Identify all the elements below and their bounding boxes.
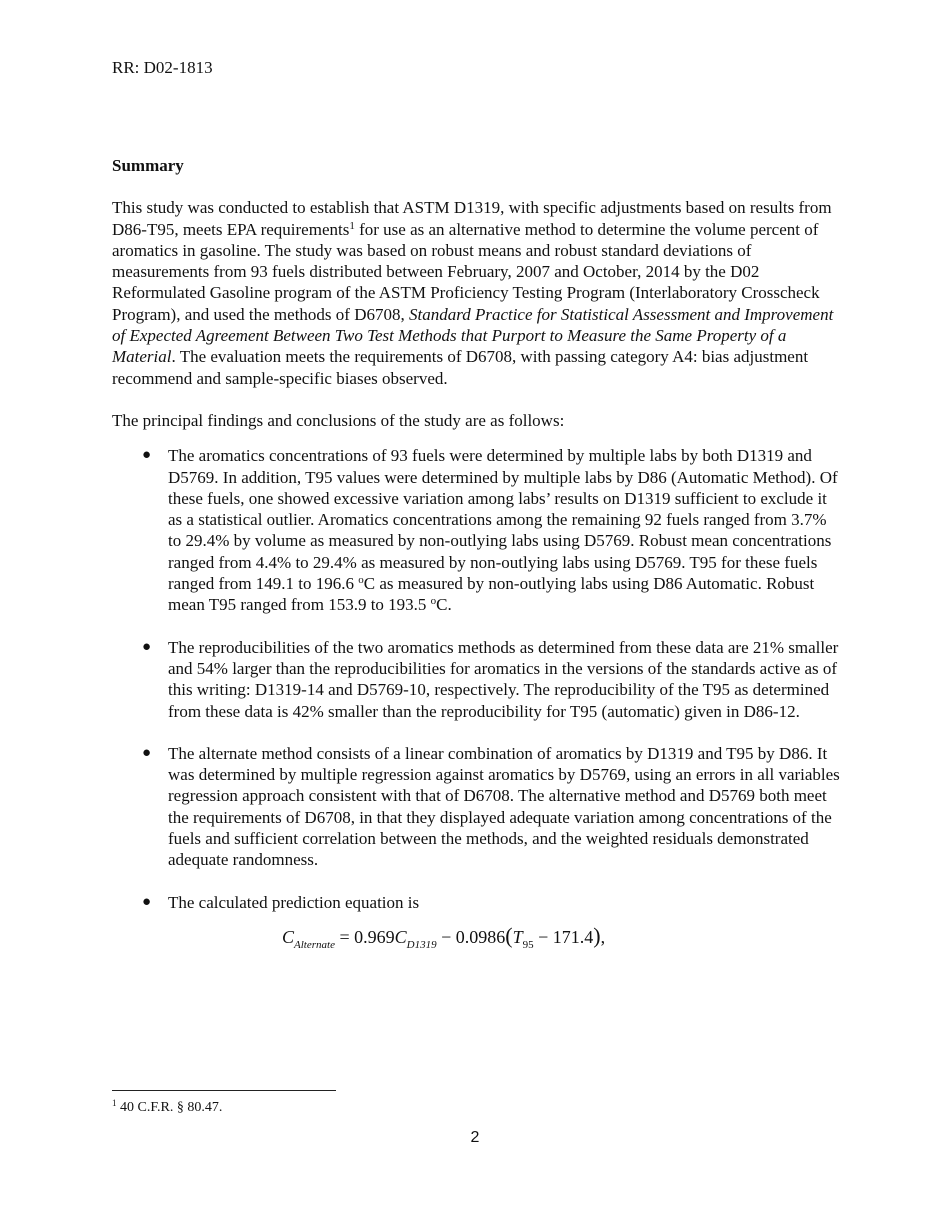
finding-text: The alternate method consists of a linear combination of aromatics by D1319 and T95 by D86. It was determined by multiple regression against aromatics by D5769, using an errors in all variables regression approach consistent with that of D6708. The alternative method and D5769 both meet the requirements of D6708, in that they displayed adequate variation among concentrations of the fuels and sufficient correlation between the methods, and the weighted residuals demonstrated adequate randomness. (168, 743, 840, 870)
bullet-icon: ● (142, 638, 152, 655)
eq-minus-coef: − 0.0986 (436, 926, 506, 947)
eq-c-var: C (394, 926, 407, 947)
footnote-separator (112, 1090, 336, 1091)
standard-title: Standard Practice for Statistical Assessment and Improvement of Expected Agreement Between Two Test Methods that Purport to Measure the Same Property of a Material (112, 304, 834, 367)
report-id-header: RR: D02-1813 (112, 58, 213, 77)
intro-text-3: . The evaluation meets the requirements of D6708, with passing category A4: bias adjustment recommend and sample-specific biases observed. (112, 347, 809, 388)
intro-paragraph (112, 197, 842, 389)
bullet-icon: ● (142, 893, 152, 910)
prediction-equation (282, 922, 842, 951)
findings-list (112, 445, 842, 951)
finding-item (112, 445, 842, 615)
bullet-icon: ● (142, 744, 152, 761)
eq-close-paren: ) (593, 922, 601, 948)
finding-item (112, 743, 842, 871)
finding-item (112, 637, 842, 722)
eq-d1319-sub: D1319 (406, 938, 437, 951)
eq-c-var: C (282, 926, 295, 947)
finding-item (112, 892, 842, 949)
eq-t-var: T (512, 926, 523, 947)
eq-open-paren: ( (505, 922, 513, 948)
findings-intro: The principal findings and conclusions of the study are as follows: (112, 410, 565, 430)
degree-symbol: o (430, 595, 437, 608)
eq-equals-coef: = 0.969 (334, 926, 395, 947)
finding-text-b: C as measured by non-outlying labs using D86 Automatic. Robust mean T95 ranged from 153.9 to 193.5 (168, 574, 815, 615)
intro-text-2: for use as an alternative method to determine the volume percent of aromatics in gasoline. The study was based on robust means and robust standard deviations of measurements from 93 fuels distributed between February, 2007 and October, 2014 by the D02 Reformulated Gasoline program of the ASTM Proficiency Testing Program (Interlaboratory Crosscheck Program), and used the methods of D6708, (112, 219, 820, 324)
summary-heading: Summary (112, 156, 184, 175)
eq-95-sub: 95 (522, 938, 534, 951)
eq-trail: , (600, 926, 606, 947)
finding-text: The reproducibilities of the two aromatics methods as determined from these data are 21% smaller and 54% larger than the reproducibilities for aromatics in the versions of the standards active as of this writing: D1319-14 and D5769-10, respectively. The reproducibility of the T95 as determined from these data is 42% smaller than the reproducibility for T95 (automatic) given in D86-12. (168, 637, 839, 721)
footnote-reference[interactable]: 1 (349, 219, 355, 232)
finding-text-a: The aromatics concentrations of 93 fuels were determined by multiple labs by both D1319 and D5769. In addition, T95 values were determined by multiple labs by D86 (Automatic Method). Of these fuels, one showed excessive variation among labs’ results on D1319 sufficient to exclude it as a statistical outlier. Aromatics concentrations among the remaining 92 fuels ranged from 3.7% to 29.4% by volume as measured by non-outlying labs using D5769. Robust mean concentrations ranged from 4.4% to 29.4% as measured by non-outlying labs using D5769. T95 for these fuels ranged from 149.1 to 196.6 (168, 446, 838, 594)
intro-text-1: This study was conducted to establish that ASTM D1319, with specific adjustments based on results from D86-T95, meets EPA requirements (112, 198, 832, 239)
finding-text-c: C. (436, 595, 452, 615)
footnote-text: 40 C.F.R. § 80.47. (116, 1100, 223, 1115)
degree-symbol: o (358, 574, 364, 587)
eq-alternate-sub: Alternate (294, 938, 335, 951)
eq-minus-const: − 171.4 (533, 926, 594, 947)
summary-section (112, 155, 842, 951)
page-number: 2 (470, 1129, 480, 1146)
bullet-icon: ● (142, 447, 152, 464)
finding-text: The calculated prediction equation is (168, 892, 420, 912)
footnote-marker: 1 (112, 1098, 117, 1108)
footnote (112, 1100, 222, 1116)
